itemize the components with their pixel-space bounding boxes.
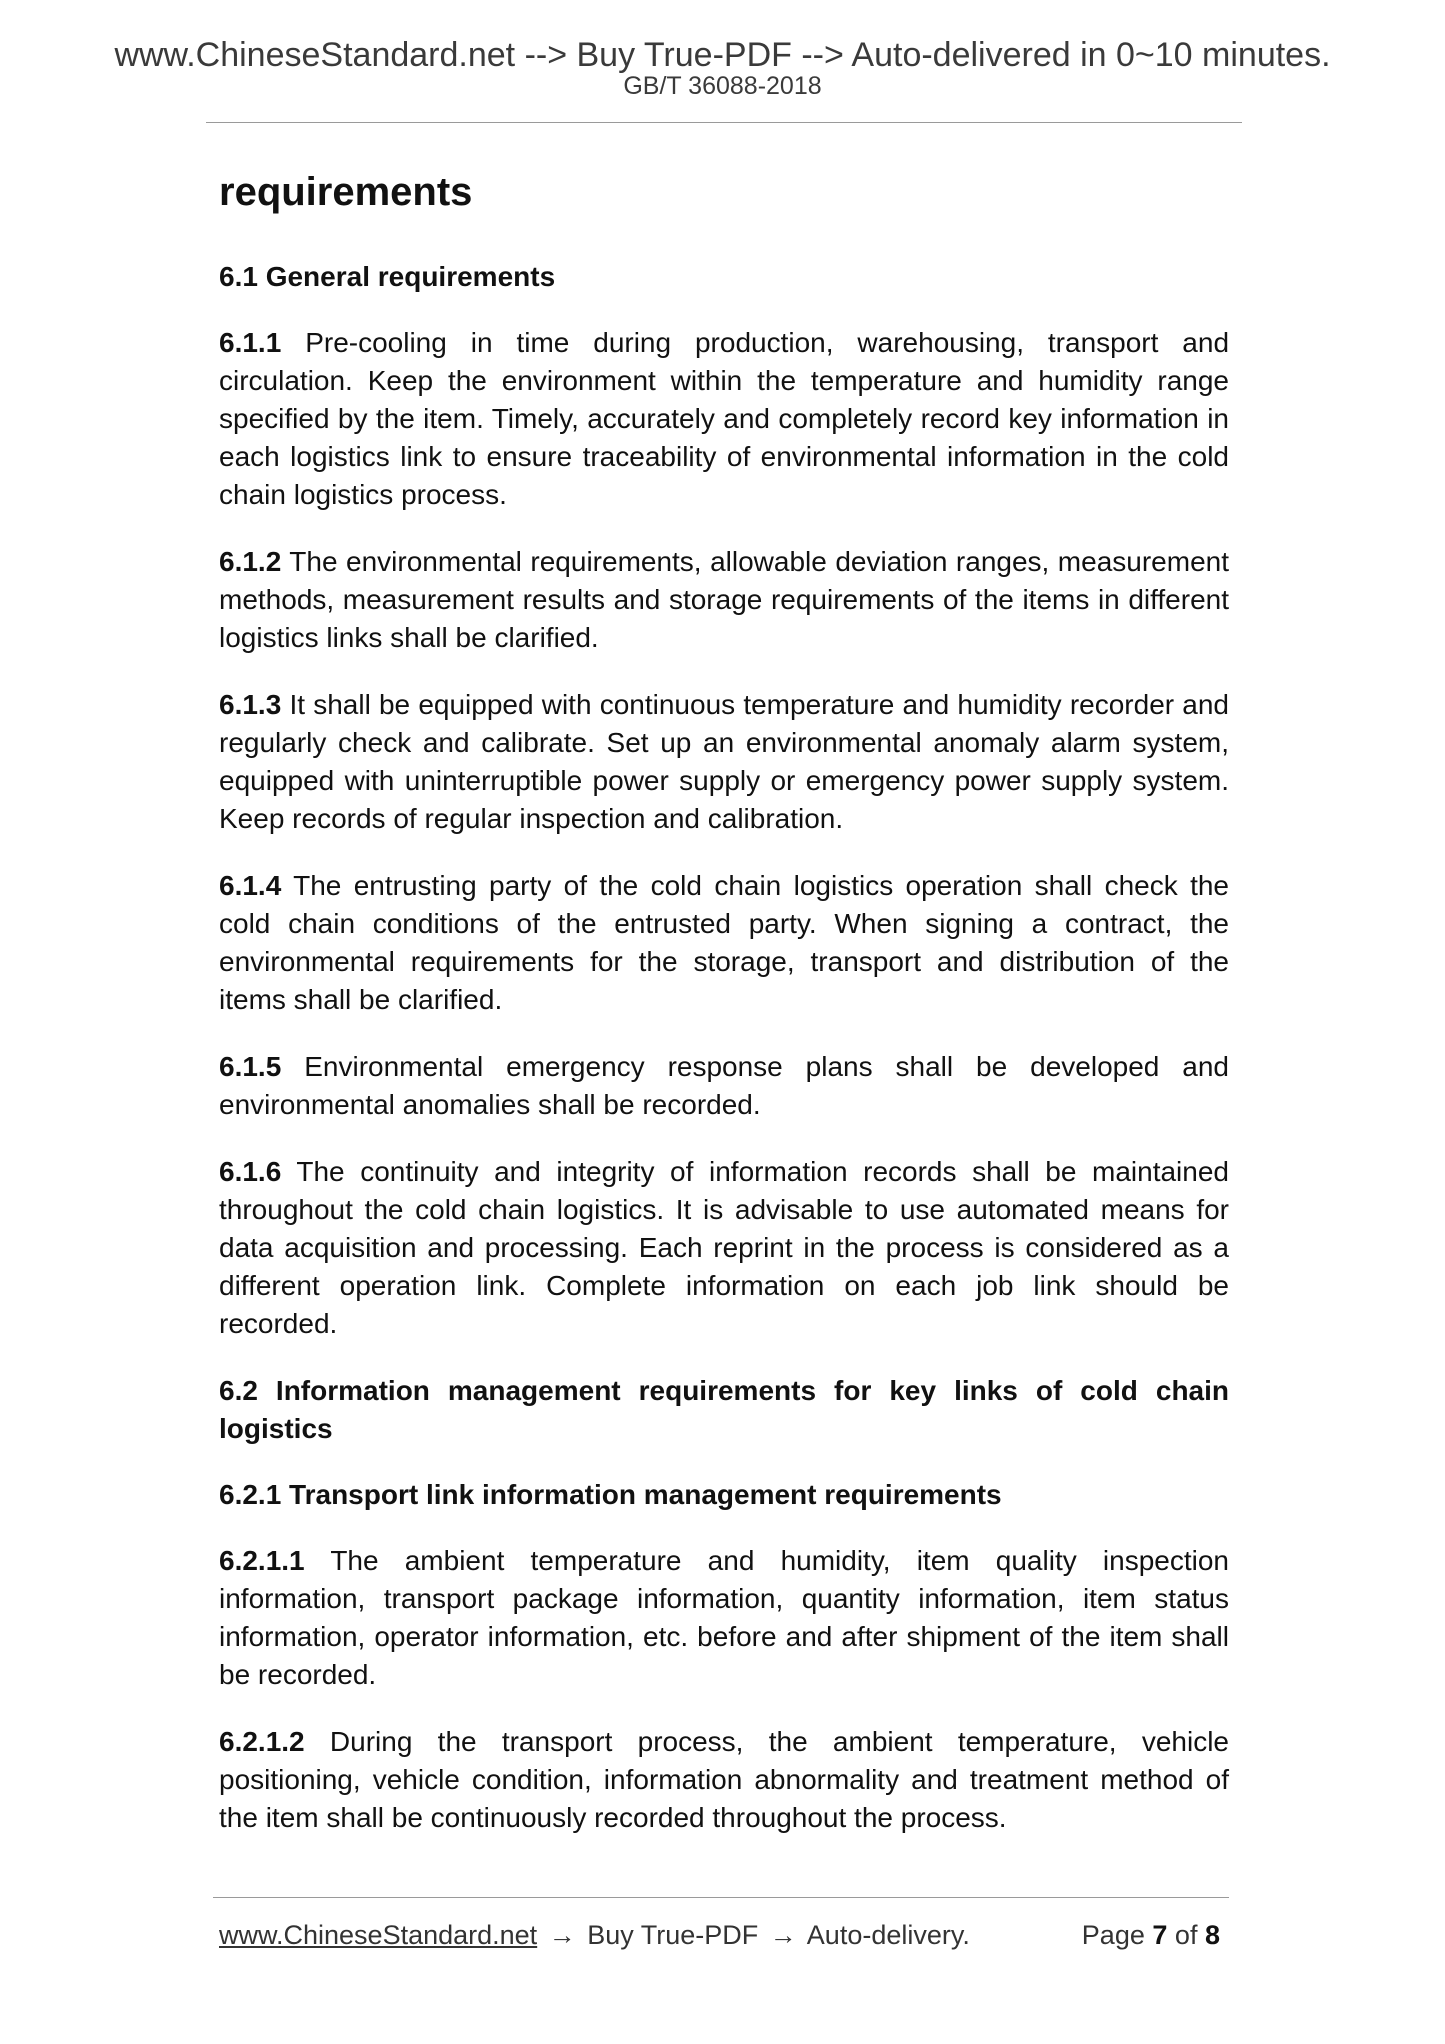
- clause-text: The environmental requirements, allowable deviation ranges, measurement methods, measurement results and storage requirements of the items in different logistics links shall be clarified.: [219, 546, 1229, 653]
- clause-text: It shall be equipped with continuous temperature and humidity recorder and regularly check and calibrate. Set up an environmental anomaly alarm system, equipped with uninterruptible power supply or emergency power supply system. Keep records of regular inspection and calibration.: [219, 689, 1229, 834]
- clause-heading-6-2-1: 6.2.1 Transport link information management requirements: [219, 1479, 1002, 1510]
- header-divider: [206, 122, 1242, 123]
- clause-6-1-6: [219, 1153, 1229, 1343]
- clause-text: Environmental emergency response plans shall be developed and environmental anomalies shall be recorded.: [219, 1051, 1229, 1120]
- clause-number: 6.1.1: [219, 327, 282, 358]
- clause-6-1-5: [219, 1048, 1229, 1124]
- footer-promo: [219, 1920, 970, 1951]
- page-indicator: [1082, 1920, 1220, 1951]
- clause-number: 6.1.6: [219, 1156, 282, 1187]
- clause-text: Pre-cooling in time during production, warehousing, transport and circulation. Keep the environment within the temperature and humidity range specified by the item. Timely, accurately and completely record key information in each logistics link to ensure traceability of environmental information in the cold chain logistics process.: [219, 327, 1230, 510]
- page-current: 7: [1152, 1920, 1168, 1950]
- standard-code: GB/T 36088-2018: [623, 72, 822, 100]
- page-of-label: of: [1174, 1920, 1198, 1950]
- clause-text: The continuity and integrity of information records shall be maintained throughout the cold chain logistics. It is advisable to use automated means for data acquisition and processing. Each reprint in the process is considered as a different operation link. Complete information on each job link should be recorded.: [219, 1156, 1229, 1339]
- arrow-right-icon: →: [548, 1920, 576, 1950]
- clause-text: During the transport process, the ambient temperature, vehicle positioning, vehicle condition, information abnormality and treatment method of the item shall be continuously recorded throughout the process.: [219, 1726, 1229, 1833]
- document-body: [219, 168, 1229, 1866]
- clause-6-1-1: [219, 324, 1229, 514]
- page-total: 8: [1204, 1920, 1220, 1950]
- clause-heading-6-1: 6.1 General requirements: [219, 261, 556, 292]
- footer-delivery-text: Auto-delivery.: [806, 1920, 970, 1950]
- section-heading: requirements: [219, 170, 473, 214]
- clause-number: 6.1.4: [219, 870, 282, 901]
- footer-divider: [213, 1897, 1229, 1898]
- clause-6-1-3: [219, 686, 1229, 838]
- clause-text: The ambient temperature and humidity, item quality inspection information, transport package information, quantity information, item status information, operator information, etc. before and after shipment of the item shall be recorded.: [219, 1545, 1229, 1690]
- clause-heading-6-2: 6.2 Information management requirements for key links of cold chain logistics: [219, 1375, 1229, 1444]
- footer-site-link[interactable]: www.ChineseStandard.net: [219, 1920, 538, 1950]
- clause-number: 6.2.1.2: [219, 1726, 305, 1757]
- clause-6-1-4: [219, 867, 1229, 1019]
- arrow-right-icon: →: [769, 1920, 797, 1950]
- footer-buy-text: Buy True-PDF: [587, 1920, 759, 1950]
- clause-6-2-1-2: [219, 1723, 1229, 1837]
- clause-number: 6.2.1.1: [219, 1545, 305, 1576]
- header-banner: www.ChineseStandard.net --> Buy True-PDF --> Auto-delivered in 0~10 minutes.: [114, 36, 1331, 74]
- page-label: Page: [1081, 1920, 1145, 1950]
- clause-number: 6.1.3: [219, 689, 282, 720]
- clause-number: 6.1.5: [219, 1051, 282, 1082]
- clause-6-1-2: [219, 543, 1229, 657]
- clause-text: The entrusting party of the cold chain logistics operation shall check the cold chain conditions of the entrusted party. When signing a contract, the environmental requirements for the storage, transport and distribution of the items shall be clarified.: [219, 870, 1229, 1015]
- clause-6-2-1-1: [219, 1542, 1229, 1694]
- clause-number: 6.1.2: [219, 546, 282, 577]
